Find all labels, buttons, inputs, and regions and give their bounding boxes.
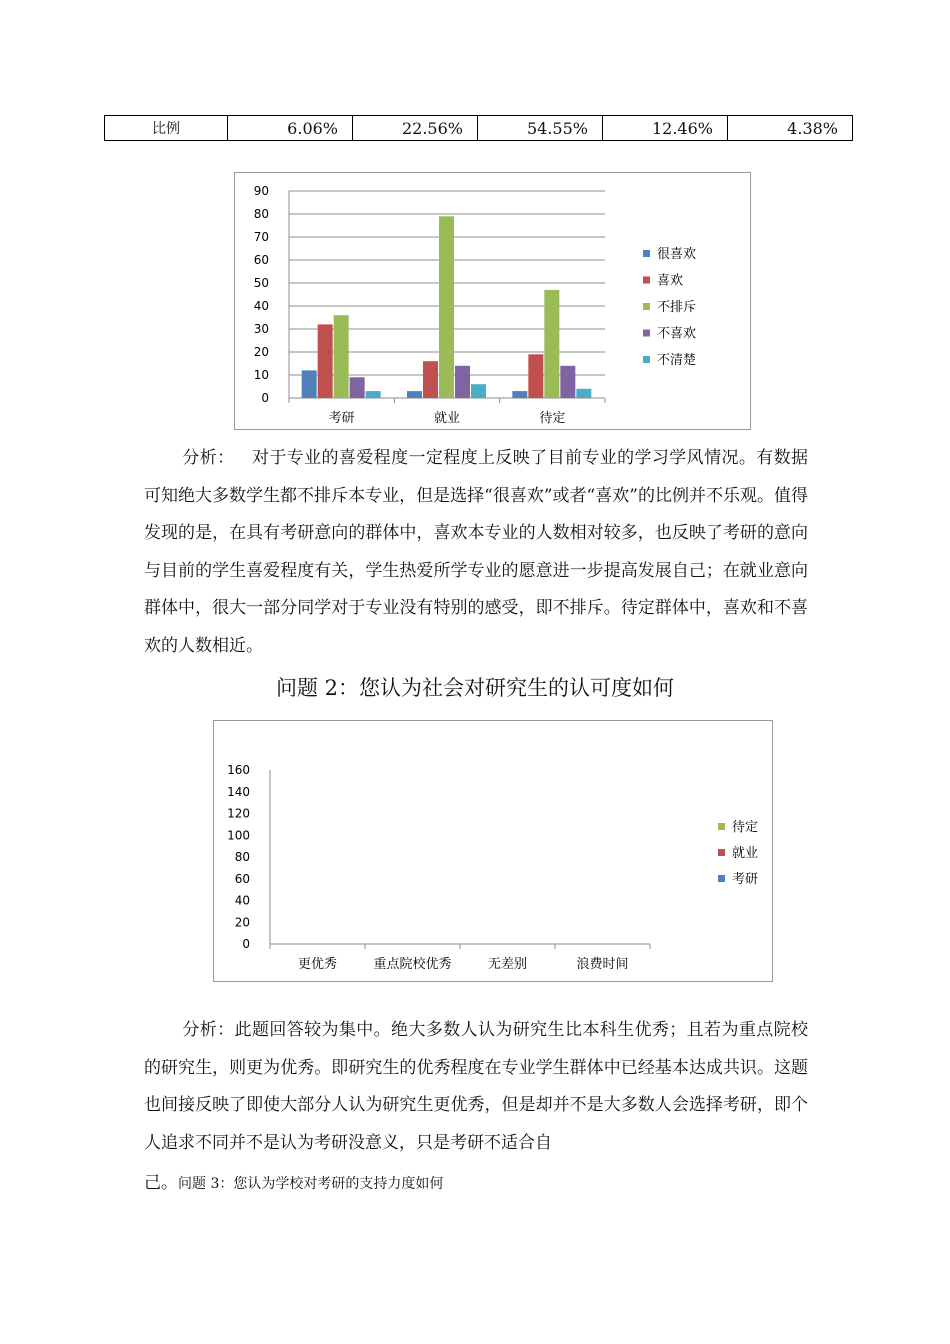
x-category-label: 浪费时间 [576,957,629,972]
bar [544,290,559,398]
y-tick-label: 70 [253,230,269,244]
legend-label: 不清楚 [657,353,697,368]
bar [318,324,333,398]
ratio-value: 6.06% [228,116,353,141]
bar [560,366,575,398]
x-category-label: 待定 [539,411,566,426]
y-tick-label: 100 [227,828,250,843]
legend-swatch [718,875,725,882]
ratio-value: 12.46% [603,116,728,141]
ratio-label: 比例 [105,116,228,141]
legend-label: 就业 [732,846,759,861]
question-3-line [144,1168,443,1193]
y-tick-label: 60 [253,253,269,267]
bar [576,389,591,398]
ratio-value: 4.38% [728,116,853,141]
bar [528,354,543,398]
legend-swatch [643,303,650,310]
legend-swatch [643,277,650,284]
bar [439,216,454,398]
y-tick-label: 120 [227,806,250,821]
legend-label: 待定 [732,820,759,835]
question-2-heading: 问题 2：您认为社会对研究生的认可度如何 [275,676,675,700]
analysis-1-text: 对于专业的喜爱程度一定程度上反映了目前专业的学习学风情况。有数据可知绝大多数学生都不排斥本专业，但是选择“很喜欢”或者“喜欢”的比例并不乐观。值得发现的是，在具有考研意向的群体中，喜欢本专业的人数相对较多，也反映了考研的意向与目前的学生喜爱程度有关，学生热爱所学专业的愿意进一步提高发展自己；在就业意向群体中，很大一部分同学对于专业没有特别的感受，即不排斥。待定群体中，喜欢和不喜欢的人数相近。 [144,448,809,656]
y-tick-label: 140 [227,784,250,799]
legend-label: 喜欢 [657,273,684,289]
x-category-label: 就业 [433,411,461,426]
bar [407,391,422,398]
y-tick-label: 160 [227,763,250,777]
preference-chart-svg [235,173,750,429]
recognition-chart [213,720,773,982]
legend-label: 不喜欢 [657,326,697,342]
x-category-label: 无差别 [487,957,528,972]
legend-label: 很喜欢 [657,247,697,262]
analysis-2-end: 己。 [144,1173,178,1193]
y-tick-label: 30 [253,322,269,336]
legend-swatch [643,330,650,337]
x-category-label: 重点院校优秀 [373,957,452,972]
bar [334,315,349,398]
legend-label: 不排斥 [657,300,697,315]
y-tick-label: 90 [253,184,269,198]
y-tick-label: 80 [234,850,250,864]
analysis-2 [144,1012,808,1162]
ratio-table [104,115,853,141]
y-tick-label: 60 [234,871,250,886]
legend-label: 考研 [732,872,759,887]
y-tick-label: 20 [253,345,269,359]
y-tick-label: 40 [234,893,250,908]
bar [471,384,486,398]
x-category-label: 考研 [328,411,355,426]
bar [302,370,317,398]
bar [512,391,527,398]
y-tick-label: 10 [253,368,269,382]
y-tick-label: 0 [261,391,269,405]
legend-swatch [643,250,650,257]
bar [350,377,365,398]
ratio-value: 54.55% [478,116,603,141]
analysis-1-lead: 分析： [182,448,235,468]
y-tick-label: 50 [253,276,269,290]
table-row [105,116,853,141]
x-category-label: 更优秀 [297,957,338,972]
y-tick-label: 40 [253,299,269,313]
bar [366,391,381,398]
ratio-value: 22.56% [353,116,478,141]
analysis-2-text: 分析：此题回答较为集中。绝大多数人认为研究生比本科生优秀；且若为重点院校的研究生，则更为优秀。即研究生的优秀程度在专业学生群体中已经基本达成共识。这题也间接反映了即使大部分人认为研究生更优秀，但是却并不是大多数人会选择考研，即个人追求不同并不是认为考研没意义，只是考研不适合自 [144,1020,808,1153]
recognition-chart-svg [214,721,772,981]
question-3: 问题 3：您认为学校对考研的支持力度如何 [178,1176,444,1192]
analysis-1 [144,440,808,665]
y-tick-label: 20 [234,915,250,930]
preference-chart [234,172,751,430]
legend-swatch [718,849,725,856]
bar [455,366,470,398]
y-tick-label: 80 [253,207,269,221]
legend-swatch [643,356,650,363]
y-tick-label: 0 [242,937,250,951]
bar [423,361,438,398]
legend-swatch [718,823,725,830]
